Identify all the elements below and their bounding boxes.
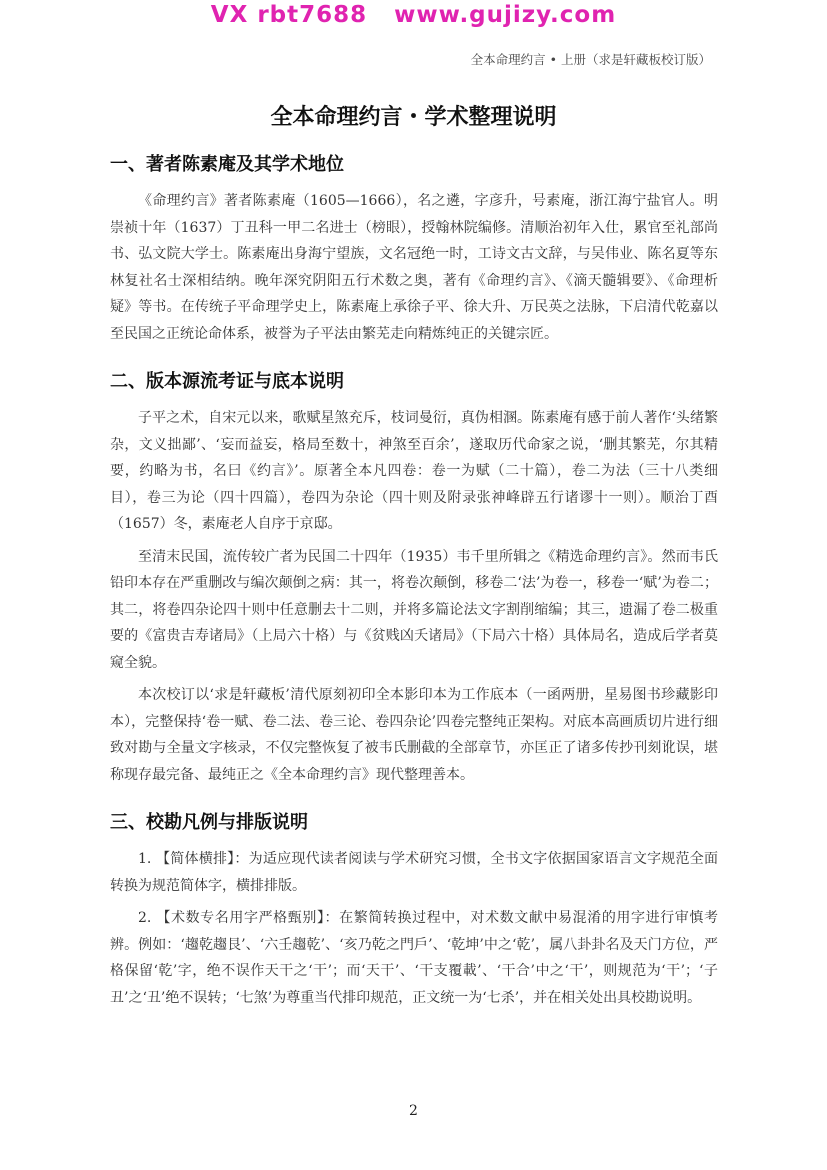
section-edition bbox=[110, 367, 718, 788]
watermark: VX rbt7688 www.gujizy.com bbox=[210, 2, 617, 28]
paragraph: 1. 【简体横排】：为适应现代读者阅读与学术研究习惯，全书文字依据国家语言文字规范全面转换为规范简体字，横排排版。 bbox=[110, 851, 718, 894]
document-body bbox=[110, 150, 718, 1031]
running-header: 全本命理约言 • 上册（求是轩藏板校订版） bbox=[470, 52, 711, 67]
page-number: 2 bbox=[409, 1103, 418, 1119]
paragraph: 子平之术，自宋元以来，歌赋星煞充斥，枝词曼衍，真伪相溷。陈素庵有感于前人著作‘头绪繁杂，文义拙鄙’、‘妄而益妄，格局至数十，神煞至百余’，遂取历代命家之说，‘删其繁芜，尔其精要，约略为书，名曰《约言》’。原著全本凡四卷：卷一为赋（二十篇），卷二为法（三十八类细目），卷三为论（四十四篇），卷四为杂论（四十则及附录张神峰辟五行诸谬十一则）。顺治丁酉（1657）冬，素庵老人自序于京邸。 bbox=[110, 410, 718, 532]
section-conventions bbox=[110, 808, 718, 1011]
paragraph: 本次校订以‘求是轩藏板’清代原刻初印全本影印本为工作底本（一函两册，星易图书珍藏影印本），完整保持‘卷一赋、卷二法、卷三论、卷四杂论’四卷完整纯正架构。对底本高画质切片进行细致对勘与全量文字核录，不仅完整恢复了被韦氏删截的全部章节，亦匡正了诸多传抄刊刻讹误，堪称现存最完备、最纯正之《全本命理约言》现代整理善本。 bbox=[110, 687, 718, 783]
paragraph: 至清末民国，流传较广者为民国二十四年（1935）韦千里所辑之《精选命理约言》。然而韦氏铅印本存在严重删改与编次颠倒之病：其一，将卷次颠倒，移卷二‘法’为卷一，移卷一‘赋’为卷二；其二，将卷四杂论四十则中任意删去十二则，并将多篇论法文字割削缩编；其三，遗漏了卷二极重要的《富贵吉寿诸局》（上局六十格）与《贫贱凶夭诸局》（下局六十格）具体局名，造成后学者莫窥全貌。 bbox=[110, 548, 718, 671]
section-heading: 三、校勘凡例与排版说明 bbox=[110, 812, 308, 833]
paragraph: 2. 【术数专名用字严格甄别】：在繁简转换过程中，对术数文献中易混淆的用字进行审慎考辨。例如：‘趨乾趨艮’、‘六壬趨乾’、‘亥乃乾之門戶’、‘乾坤’中之‘乾’，属八卦卦名及天门方位，严格保留‘乾’字，绝不误作天干之‘干’；而‘天干’、‘干支覆載’、‘干合’中之‘干’，则规范为‘干’；‘子丑’之‘丑’绝不误转；‘七煞’为尊重当代排印规范，正文统一为‘七杀’，并在相关处出具校勘说明。 bbox=[110, 910, 718, 1006]
section-heading: 二、版本源流考证与底本说明 bbox=[110, 371, 344, 392]
section-author bbox=[110, 150, 718, 347]
paragraph: 《命理约言》著者陈素庵（1605—1666），名之遴，字彦升，号素庵，浙江海宁盐官人。明崇祯十年（1637）丁丑科一甲二名进士（榜眼），授翰林院编修。清顺治初年入仕，累官至礼部尚书、弘文院大学士。陈素庵出身海宁望族，文名冠绝一时，工诗文古文辞，与吴伟业、陈名夏等东林复社名士深相结纳。晚年深究阴阳五行术数之奥，著有《命理约言》、《滴天髓辑要》、《命理析疑》等书。在传统子平命理学史上，陈素庵上承徐子平、徐大升、万民英之法脉，下启清代乾嘉以至民国之正统论命体系，被誉为子平法由繁芜走向精炼纯正的关键宗匠。 bbox=[110, 193, 718, 342]
section-heading: 一、著者陈素庵及其学术地位 bbox=[110, 154, 344, 175]
page-title: 全本命理约言・学术整理说明 bbox=[270, 105, 557, 130]
